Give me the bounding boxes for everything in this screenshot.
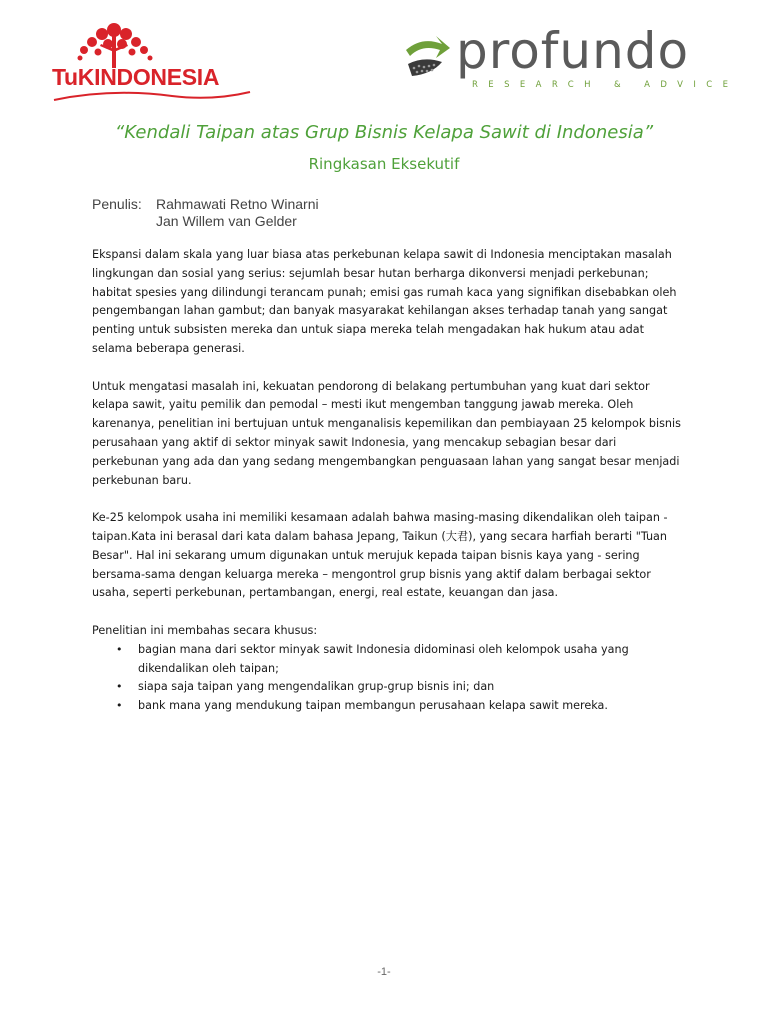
body-paragraph: Untuk mengatasi masalah ini, kekuatan pendorong di belakang pertumbuhan yang kuat dari sektor kelapa sawit, yaitu pemilik dan pemodal – mesti ikut mengemban tanggung jawab mereka. Oleh karenanya, penelitian ini bertujuan untuk menganalisis kepemilikan dan pembiayaan 25 kelompok bisnis perusahaan yang aktif di sektor minyak sawit Indonesia, yang mencakup sebagian besar dari perkebunan yang ada dan yang sedang mengembangkan penguasaan lahan yang sangat besar menjadi perkebunan baru. <box>92 379 681 487</box>
list-intro: Penelitian ini membahas secara khusus: <box>92 623 318 637</box>
tree-logo-icon <box>72 22 162 68</box>
profundo-logo <box>402 22 739 100</box>
bullet-icon: • <box>116 642 123 656</box>
list-item-text: bagian mana dari sektor minyak sawit Indonesia didominasi oleh kelompok usaha yang dikendalikan oleh taipan; <box>138 642 629 675</box>
profundo-tagline: RESEARCH & ADVICE <box>472 80 739 90</box>
document-subtitle: Ringkasan Eksekutif <box>308 155 460 173</box>
authors-row-1 <box>92 196 319 213</box>
profundo-wordmark: profundo <box>456 22 690 80</box>
tuk-name: INDONESIA <box>94 64 220 90</box>
document-title: “Kendali Taipan atas Grup Bisnis Kelapa Sawit di Indonesia” <box>114 122 654 143</box>
tuk-prefix: TuK <box>52 64 95 90</box>
document-body <box>92 246 682 716</box>
author-name: Rahmawati Retno Winarni <box>156 196 319 212</box>
authors-label: Penulis: <box>92 196 142 212</box>
body-paragraph: Ke-25 kelompok usaha ini memiliki kesamaan adalah bahwa masing-masing dikendalikan oleh taipan - taipan.Kata ini berasal dari kata dalam bahasa Jepang, Taikun (大君), yang secara harfiah berarti "Tuan Besar". Hal ini sekarang umum digunakan untuk merujuk kepada taipan bisnis kaya yang - sering bersama-sama dengan keluarga mereka – mengontrol grup bisnis yang aktif dalam berbagai sektor usaha, seperti perkebunan, pertambangan, energi, real estate, keuangan dan jasa. <box>92 511 668 600</box>
bullet-list <box>92 641 682 716</box>
profundo-fish-icon <box>402 34 454 86</box>
list-item <box>92 678 682 697</box>
authors-row-2 <box>92 213 319 230</box>
author-name: Jan Willem van Gelder <box>156 213 297 229</box>
bullet-icon: • <box>116 680 123 694</box>
list-item-text: bank mana yang mendukung taipan membangun perusahaan kelapa sawit mereka. <box>138 699 608 713</box>
tuk-indonesia-logo <box>52 22 252 102</box>
list-item-text: siapa saja taipan yang mengendalikan grup-grup bisnis ini; dan <box>138 680 495 694</box>
bullet-icon: • <box>116 699 123 713</box>
body-paragraph: Ekspansi dalam skala yang luar biasa atas perkebunan kelapa sawit di Indonesia menciptakan masalah lingkungan dan sosial yang serius: sejumlah besar hutan berharga dikonversi menjadi perkebunan; habitat spesies yang dilindungi terancam punah; emisi gas rumah kaca yang signifikan disebabkan oleh pengembangan lahan gambut; dan banyak masyarakat kehilangan akses terhadap tanah yang sangat penting untuk subsisten mereka dan untuk siapa mereka telah mengadakan hak hukum atau adat selama beberapa generasi. <box>92 248 677 355</box>
page-number: -1- <box>377 966 391 978</box>
list-item <box>92 697 682 716</box>
list-item <box>92 641 682 679</box>
tuk-swoosh-icon <box>52 86 252 106</box>
authors-block <box>92 196 319 230</box>
